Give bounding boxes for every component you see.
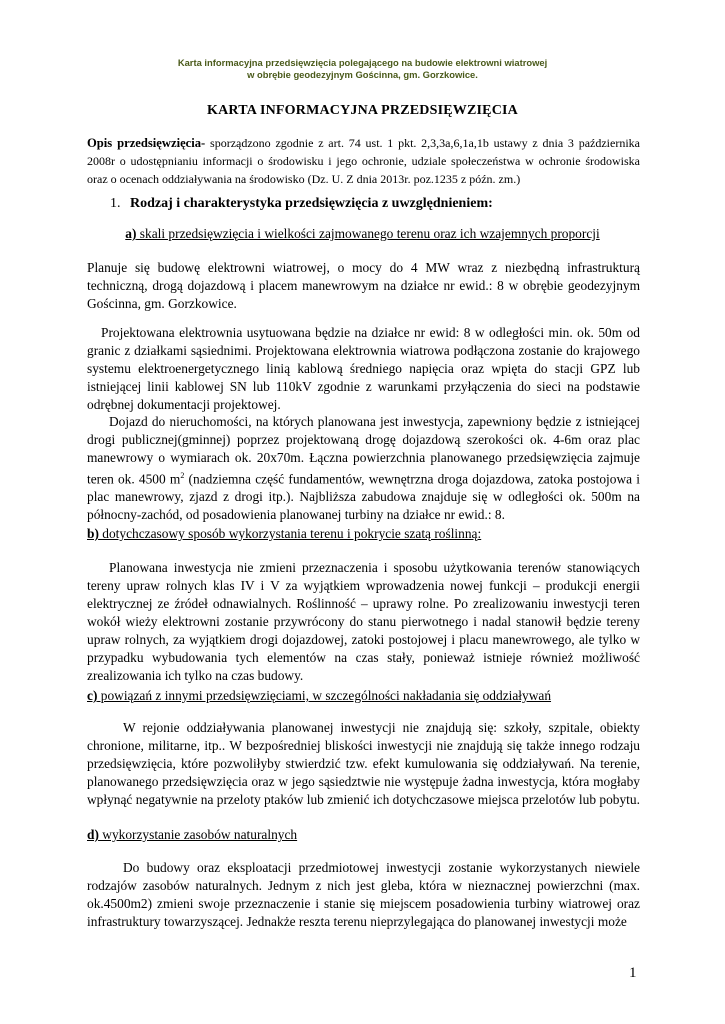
subsection-d-text: wykorzystanie zasobów naturalnych bbox=[98, 827, 298, 842]
subsection-a-text: skali przedsięwzięcia i wielkości zajmowanego terenu oraz ich wzajemnych proporcji bbox=[136, 226, 600, 241]
paragraph-3-text-a: Dojazd do nieruchomości, na których planowana jest inwestycja, zapewniony będzie z istniejącej drogi publicznej(gminnej) poprzez projektowaną drogę dojazdową szerokości ok. 4-6m oraz plac manewrowy o wymiarach ok. 20x70m. Łączna powierzchnia planowanego przedsięwzięcia zajmuje teren ok. 4500 m bbox=[87, 414, 640, 487]
subsection-b-heading bbox=[87, 526, 481, 542]
header-line-2: w obrębie geodezyjnym Gościnna, gm. Gorzkowice. bbox=[247, 69, 478, 80]
paragraph-6-text: Do budowy oraz eksploatacji przedmiotowej inwestycji zostanie wykorzystanych niewiele rodzajów zasobów naturalnych. Jednym z nich jest gleba, która w nieznacznej powierzchni (max. ok.4500m2) zmieni swoje przeznaczenie i stanie się miejscem posadowienia turbiny wiatrowej oraz infrastruktury towarzyszącej. Jednakże reszta terenu nieprzylegająca do planowanej inwestycji może bbox=[87, 860, 640, 929]
section-1-number: 1. bbox=[110, 196, 121, 211]
paragraph-2-text: Projektowana elektrownia usytuowana będzie na działce nr ewid: 8 w odległości min. ok. 50m od granic z działkami sąsiednimi. Projektowana elektrownia wiatrowa podłączona zostanie do krajowego systemu elektroenergetycznego linią kablową średniego napięcia oraz wpięta do stacji GPZ lub istniejącej linii kablowej SN lub 110kV zgodnie z warunkami przyłączenia do sieci na podstawie odrębnej dokumentacji projektowej. bbox=[87, 325, 640, 412]
subsection-d-heading bbox=[87, 827, 297, 843]
subsection-c-text: powiązań z innymi przedsięwzięciami, w szczególności nakładania się oddziaływań bbox=[97, 688, 552, 703]
subsection-d-label: d) bbox=[87, 827, 99, 842]
paragraph-5 bbox=[87, 719, 640, 809]
paragraph-3-superscript: 2 bbox=[180, 471, 185, 480]
subsection-b-text: dotychczasowy sposób wykorzystania terenu i pokrycie szatą roślinną: bbox=[98, 526, 482, 541]
subsection-a-label: a) bbox=[125, 226, 137, 241]
paragraph-2 bbox=[87, 324, 640, 414]
paragraph-3-text-b: (nadziemna część fundamentów, wewnętrzna droga dojazdowa, zatoka postojowa i plac manewrowy, zjazd z drogi itp.). Najbliższa zabudowa znajduje się w odległości ok. 500m na północny-zachód, od posadowienia planowanej turbiny na działce nr ewid.: 8. bbox=[87, 471, 640, 523]
page-title: KARTA INFORMACYJNA PRZEDSIĘWZIĘCIA bbox=[207, 103, 518, 118]
paragraph-5-text: W rejonie oddziaływania planowanej inwestycji nie znajdują się: szkoły, szpitale, obiekty chronione, militarne, itp.. W bezpośredniej bliskości inwestycji nie znajdują się także innego rodzaju przedsięwzięcia, które pozwoliłyby stwierdzić tzw. efekt kumulowania się oddziaływań. Na terenie, planowanego przedsięwzięcia oraz w jego sąsiedztwie nie występuje żadna inwestycja, która mogłaby wpłynąć negatywnie na przeloty ptaków lub zmienić ich dotychczasowe miejsca przelotów lub pobytu. bbox=[87, 720, 640, 807]
opis-text: sporządzono zgodnie z art. 74 ust. 1 pkt. 2,3,3a,6,1a,1b ustawy z dnia 3 października 2008r o udostępnianiu informacji o środowisku i jego ochronie, udziale społeczeństwa w ochronie środowiska oraz o ocenach oddziaływania na środowisko (Dz. U. Z dnia 2013r. poz.1235 z późn. zm.) bbox=[87, 136, 640, 186]
paragraph-1: Planuje się budowę elektrowni wiatrowej, o mocy do 4 MW wraz z niezbędną infrastrukturą techniczną, drogą dojazdową i placem manewrowym na działce nr ewid.: 8 w obrębie geodezyjnym Gościnna, gm. Gorzkowice. bbox=[87, 260, 640, 311]
paragraph-6 bbox=[87, 859, 640, 931]
page-number: 1 bbox=[629, 965, 637, 981]
subsection-c-heading bbox=[87, 688, 551, 704]
section-1-title: Rodzaj i charakterystyka przedsięwzięcia z uwzględnieniem: bbox=[130, 196, 493, 211]
section-1-heading bbox=[110, 196, 493, 212]
subsection-a-heading bbox=[0, 226, 725, 242]
document-header bbox=[0, 57, 725, 81]
subsection-b-label: b) bbox=[87, 526, 99, 541]
header-line-1: Karta informacyjna przedsięwzięcia polegającego na budowie elektrowni wiatrowej bbox=[177, 57, 548, 68]
paragraph-3 bbox=[87, 413, 640, 524]
paragraph-4 bbox=[87, 559, 640, 685]
opis-label: Opis przedsięwzięcia- bbox=[87, 136, 206, 150]
paragraph-4-text: Planowana inwestycja nie zmieni przeznaczenia i sposobu użytkowania terenów stanowiących tereny upraw rolnych klas IV i V za wyjątkiem wprowadzenia nowej funkcji – produkcji energii elektrycznej ze źródeł odnawialnych. Roślinność – uprawy rolne. Po zrealizowaniu inwestycji teren wokół wieży elektrowni zostanie przywrócony do stanu pierwotnego i nadal stanowił będzie tereny upraw rolnych, za wyjątkiem drogi dojazdowej, zatoki postojowej i placu manewrowego, ale tylko w przypadku wybudowania tych elementów na czas stały, ponieważ istnieje również możliwość zrealizowania ich tylko na czas budowy. bbox=[87, 560, 640, 683]
subsection-c-label: c) bbox=[87, 688, 98, 703]
opis-paragraph bbox=[87, 134, 640, 188]
